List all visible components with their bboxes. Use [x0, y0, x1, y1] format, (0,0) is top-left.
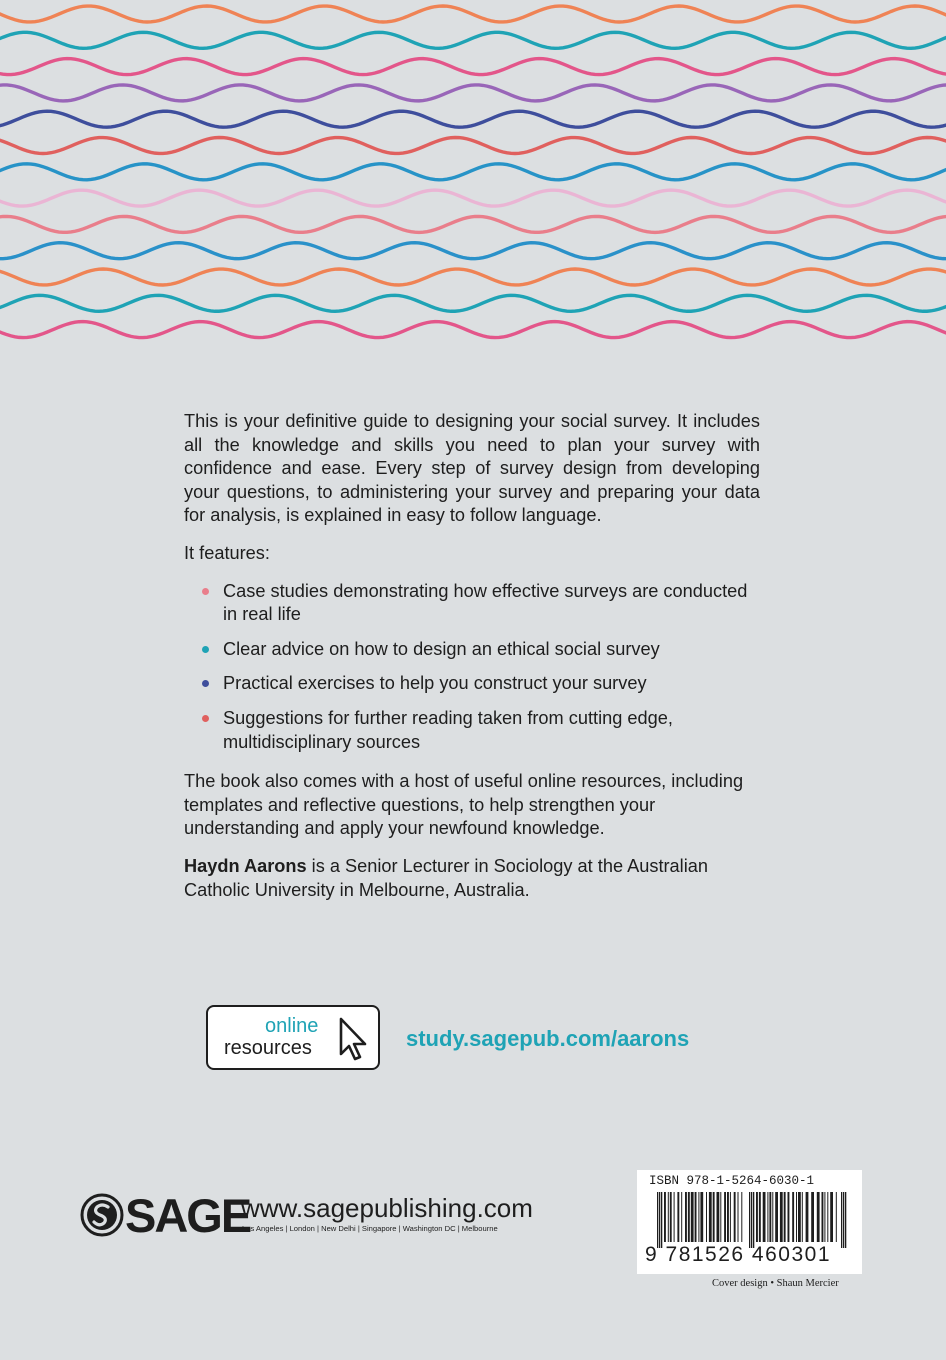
isbn-barcode [637, 1170, 862, 1274]
barcode-bar [738, 1192, 739, 1242]
wave-line [0, 59, 946, 75]
bullet-dot-icon [202, 715, 209, 722]
isbn-label: ISBN 978-1-5264-6030-1 [649, 1174, 815, 1188]
barcode-bar [827, 1192, 828, 1242]
barcode-bar [749, 1192, 750, 1248]
barcode-bar [763, 1192, 766, 1242]
bullet-dot-icon [202, 680, 209, 687]
barcode-bar [681, 1192, 682, 1242]
barcode-bar [753, 1192, 754, 1248]
barcode-bar [830, 1192, 833, 1242]
barcode-bar [775, 1192, 778, 1242]
online-resources-line2: resources [224, 1037, 312, 1059]
barcode-bar [756, 1192, 758, 1242]
barcode-bar [730, 1192, 731, 1242]
wave-line [0, 111, 946, 127]
sage-s-icon [80, 1193, 124, 1237]
resources-paragraph: The book also comes with a host of useful online resources, including templates and reflective questions, to help strengthen your understanding and apply your newfound knowledge. [184, 771, 744, 839]
cursor-arrow-icon [338, 1017, 368, 1063]
barcode-bar [700, 1192, 703, 1242]
barcode-bar [661, 1192, 662, 1248]
online-resources-badge [206, 1005, 380, 1070]
barcode-bar [845, 1192, 846, 1248]
wave-line [0, 295, 946, 311]
wave-line [0, 164, 946, 180]
barcode-bar [784, 1192, 786, 1242]
back-cover-blurb [184, 410, 760, 916]
barcode-bar [796, 1192, 797, 1242]
barcode-bar [691, 1192, 694, 1242]
barcode-bar [817, 1192, 820, 1242]
author-bio: Haydn Aarons is a Senior Lecturer in Sociology at the Australian Catholic University in Melbourne, Australia. [184, 855, 708, 900]
barcode-bar [798, 1192, 801, 1242]
wave-line [0, 6, 946, 22]
feature-item: Suggestions for further reading taken from cutting edge, multidisciplinary sources [184, 707, 760, 754]
barcode-bar [822, 1192, 824, 1242]
barcode-bar [688, 1192, 690, 1242]
features-list [184, 580, 760, 755]
barcode-bar [685, 1192, 687, 1242]
barcode-bar [767, 1192, 768, 1242]
publisher-cities: Los Angeles | London | New Delhi | Singapore | Washington DC | Melbourne [242, 1224, 498, 1233]
barcode-bar [659, 1192, 660, 1248]
barcode-bar [677, 1192, 679, 1242]
bullet-dot-icon [202, 588, 209, 595]
wave-line [0, 85, 946, 101]
barcode-bar [717, 1192, 720, 1242]
barcode-bar [802, 1192, 803, 1242]
barcode-bar [751, 1192, 752, 1248]
barcode-bar [670, 1192, 672, 1242]
barcode-bar [668, 1192, 669, 1242]
barcode-bar [657, 1192, 658, 1248]
barcode-bar [780, 1192, 783, 1242]
cover-design-credit: Cover design • Shaun Mercier [712, 1278, 839, 1289]
barcode-bar [806, 1192, 809, 1242]
intro-paragraph: This is your definitive guide to designing your social survey. It includes all the knowledge and skills you need to plan your survey with confidence and ease. Every step of survey design from developing your questions, to administering your survey and preparing your data for analysis, is explained in easy to follow language. [184, 411, 760, 526]
author-name: Haydn Aarons [184, 855, 307, 876]
feature-item: Clear advice on how to design an ethical social survey [184, 638, 760, 662]
feature-item: Practical exercises to help you construct your survey [184, 672, 760, 696]
barcode-bar [759, 1192, 761, 1242]
barcode-bar [709, 1192, 712, 1242]
barcode-bar [792, 1192, 794, 1242]
bullet-dot-icon [202, 646, 209, 653]
barcode-bar [843, 1192, 844, 1248]
barcode-bar [674, 1192, 675, 1242]
wave-line [0, 243, 946, 259]
feature-item: Case studies demonstrating how effective surveys are conducted in real life [184, 580, 760, 627]
companion-website-url[interactable]: study.sagepub.com/aarons [406, 1026, 690, 1051]
wave-line [0, 216, 946, 232]
barcode-bar [706, 1192, 707, 1242]
wave-line [0, 32, 946, 48]
barcode-bar [720, 1192, 721, 1242]
publisher-logo-text: SAGE [125, 1189, 251, 1242]
isbn-digits: 9 781526 460301 [645, 1243, 831, 1266]
barcode-bar [772, 1192, 773, 1242]
wave-line [0, 190, 946, 206]
barcode-bar [836, 1192, 837, 1242]
barcode-bars [657, 1192, 847, 1248]
barcode-bar [698, 1192, 699, 1242]
wave-line [0, 269, 946, 285]
barcode-bar [788, 1192, 790, 1242]
barcode-bar [741, 1192, 742, 1242]
wave-line [0, 138, 946, 154]
barcode-bar [724, 1192, 726, 1242]
decorative-wave-lines [0, 0, 946, 360]
online-resources-line1: online [265, 1015, 319, 1037]
features-heading: It features: [184, 542, 270, 563]
barcode-bar [695, 1192, 697, 1242]
publisher-url[interactable]: www.sagepublishing.com [241, 1193, 533, 1223]
barcode-bar [734, 1192, 736, 1242]
barcode-bar [713, 1192, 715, 1242]
barcode-bar [811, 1192, 814, 1242]
barcode-bar [841, 1192, 842, 1248]
barcode-bar [824, 1192, 825, 1242]
wave-line [0, 322, 946, 338]
barcode-bar [664, 1192, 666, 1242]
barcode-bar [727, 1192, 729, 1242]
barcode-bar [769, 1192, 771, 1242]
